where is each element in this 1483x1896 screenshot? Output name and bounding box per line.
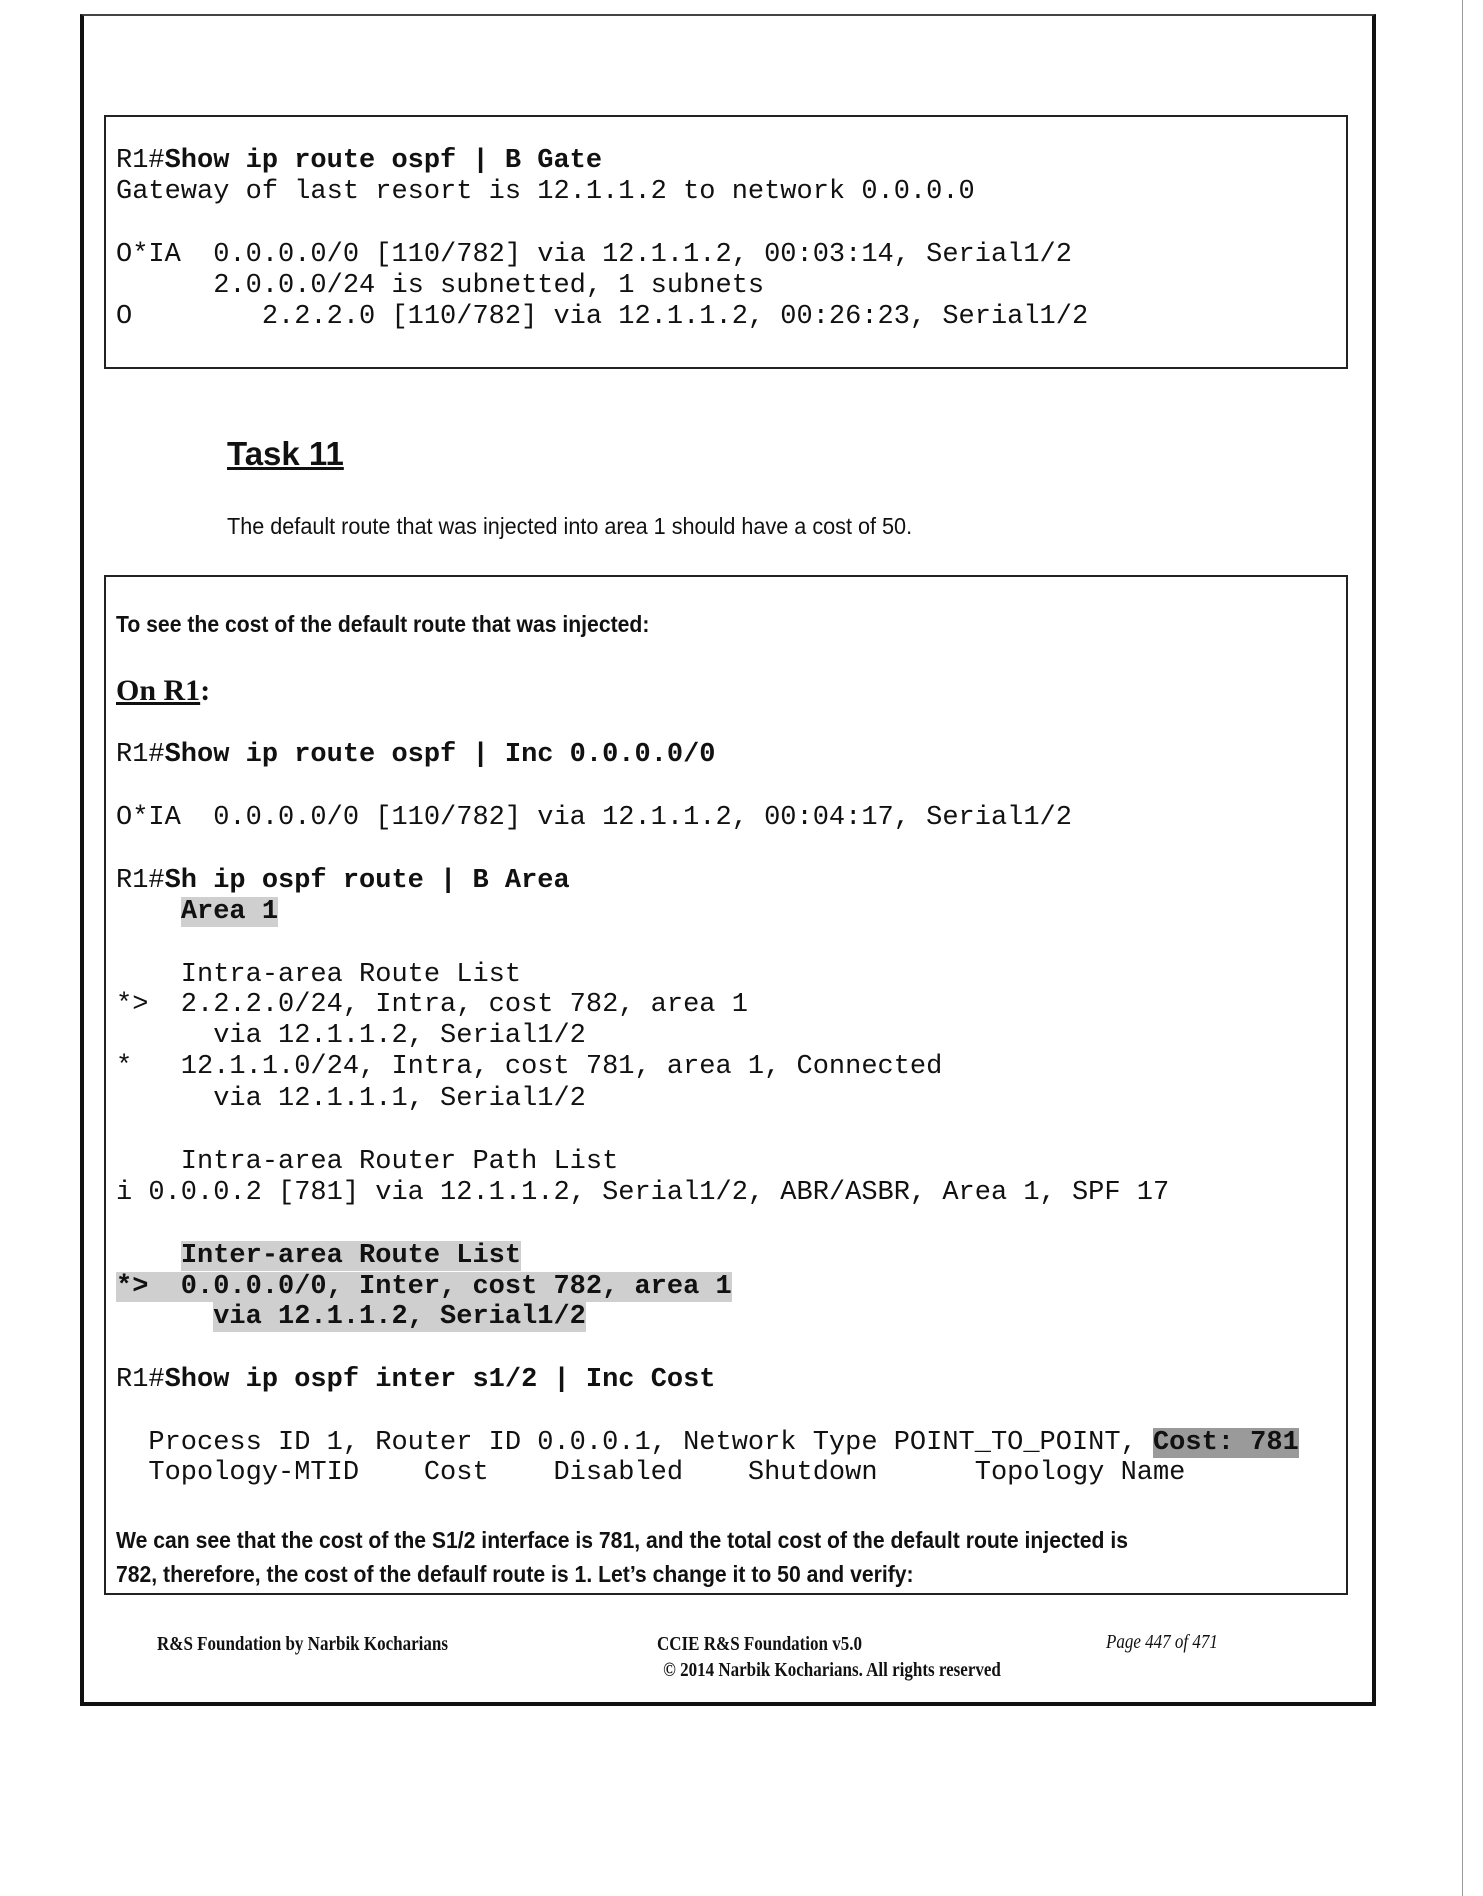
cli-text: O 2.2.2.0 [110/782] via 12.1.1.2, 00:26:23, Serial1/2 — [116, 302, 1089, 332]
cli-line — [116, 1458, 1185, 1489]
cli-line — [116, 177, 975, 208]
cli-text: Sh ip ospf route | B Area — [164, 866, 570, 896]
cli-text: O*IA 0.0.0.0/0 [110/782] via 12.1.1.2, 00:04:17, Serial1/2 — [116, 803, 1072, 833]
cli-text: * 12.1.1.0/24, Intra, cost 781, area 1, Connected — [116, 1052, 943, 1082]
cli-text: *> 2.2.2.0/24, Intra, cost 782, area 1 — [116, 990, 748, 1020]
task-description: The default route that was injected into area 1 should have a cost of 50. — [227, 513, 913, 539]
cli-line — [116, 1272, 732, 1303]
cli-line — [116, 740, 716, 771]
cli-line — [116, 897, 278, 928]
cli-line — [116, 866, 570, 897]
router-colon: : — [200, 674, 211, 707]
cli-text: Gateway of last resort is 12.1.1.2 to network 0.0.0.0 — [116, 177, 975, 207]
router-heading — [116, 674, 210, 708]
cli-line — [116, 1178, 1169, 1209]
cli-line — [116, 1147, 618, 1178]
cli-text: Show ip route ospf | Inc 0.0.0.0/0 — [164, 740, 716, 770]
highlighted-text: *> 0.0.0.0/0, Inter, cost 782, area 1 — [116, 1272, 732, 1302]
cli-text — [116, 897, 181, 927]
conclusion-line-2: 782, therefore, the cost of the defaulf route is 1. Let’s change it to 50 and verify: — [116, 1561, 914, 1587]
highlighted-text: Cost: 781 — [1152, 1428, 1299, 1458]
footer-page-number: Page 447 of 471 — [1106, 1631, 1218, 1653]
cli-line — [116, 146, 602, 177]
cli-text: R1# — [116, 740, 165, 770]
cli-line — [116, 803, 1072, 834]
cli-line — [116, 271, 764, 302]
cli-text: Show ip route ospf | B Gate — [164, 146, 603, 176]
cli-text — [116, 1241, 181, 1271]
cli-line — [116, 1021, 586, 1052]
cli-text: Process ID 1, Router ID 0.0.0.1, Network Type POINT_TO_POINT, — [116, 1428, 1153, 1458]
highlighted-text: via 12.1.1.2, Serial1/2 — [213, 1302, 586, 1332]
cli-text: 2.0.0.0/24 is subnetted, 1 subnets — [116, 271, 765, 301]
router-label: On R1 — [116, 674, 201, 707]
cli-text: Intra-area Route List — [116, 960, 522, 990]
cli-text: via 12.1.1.2, Serial1/2 — [116, 1021, 586, 1051]
cli-line — [116, 240, 1072, 271]
cli-line — [116, 1052, 942, 1083]
task-title: Task 11 — [227, 435, 344, 472]
cli-text: O*IA 0.0.0.0/0 [110/782] via 12.1.1.2, 00:03:14, Serial1/2 — [116, 240, 1072, 270]
cli-text: R1# — [116, 146, 165, 176]
footer-copyright: © 2014 Narbik Kocharians. All rights reserved — [663, 1659, 1001, 1681]
cli-text: Intra-area Router Path List — [116, 1147, 619, 1177]
cli-line — [116, 1241, 521, 1272]
highlighted-text: Inter-area Route List — [180, 1241, 522, 1271]
conclusion-line-1: We can see that the cost of the S1/2 interface is 781, and the total cost of the default route injected is — [116, 1527, 1129, 1553]
cli-text: i 0.0.0.2 [781] via 12.1.1.2, Serial1/2, ABR/ASBR, Area 1, SPF 17 — [116, 1178, 1170, 1208]
intro-text: To see the cost of the default route that was injected: — [116, 611, 650, 637]
footer-author: R&S Foundation by Narbik Kocharians — [157, 1633, 448, 1655]
cli-line — [116, 1365, 716, 1396]
cli-line — [116, 302, 1088, 333]
cli-text: R1# — [116, 1365, 165, 1395]
cli-line — [116, 960, 521, 991]
cli-text: via 12.1.1.1, Serial1/2 — [116, 1084, 586, 1114]
cli-text: Topology-MTID Cost Disabled Shutdown Topology Name — [116, 1458, 1186, 1488]
cli-line — [116, 1428, 1299, 1459]
cli-text: Show ip ospf inter s1/2 | Inc Cost — [164, 1365, 716, 1395]
cli-line — [116, 1084, 586, 1115]
highlighted-text: Area 1 — [180, 897, 279, 927]
footer-title: CCIE R&S Foundation v5.0 — [657, 1633, 862, 1655]
cli-text — [116, 1302, 213, 1332]
cli-text: R1# — [116, 866, 165, 896]
page-edge — [1462, 0, 1463, 1896]
cli-line — [116, 1302, 586, 1333]
cli-line — [116, 990, 748, 1021]
